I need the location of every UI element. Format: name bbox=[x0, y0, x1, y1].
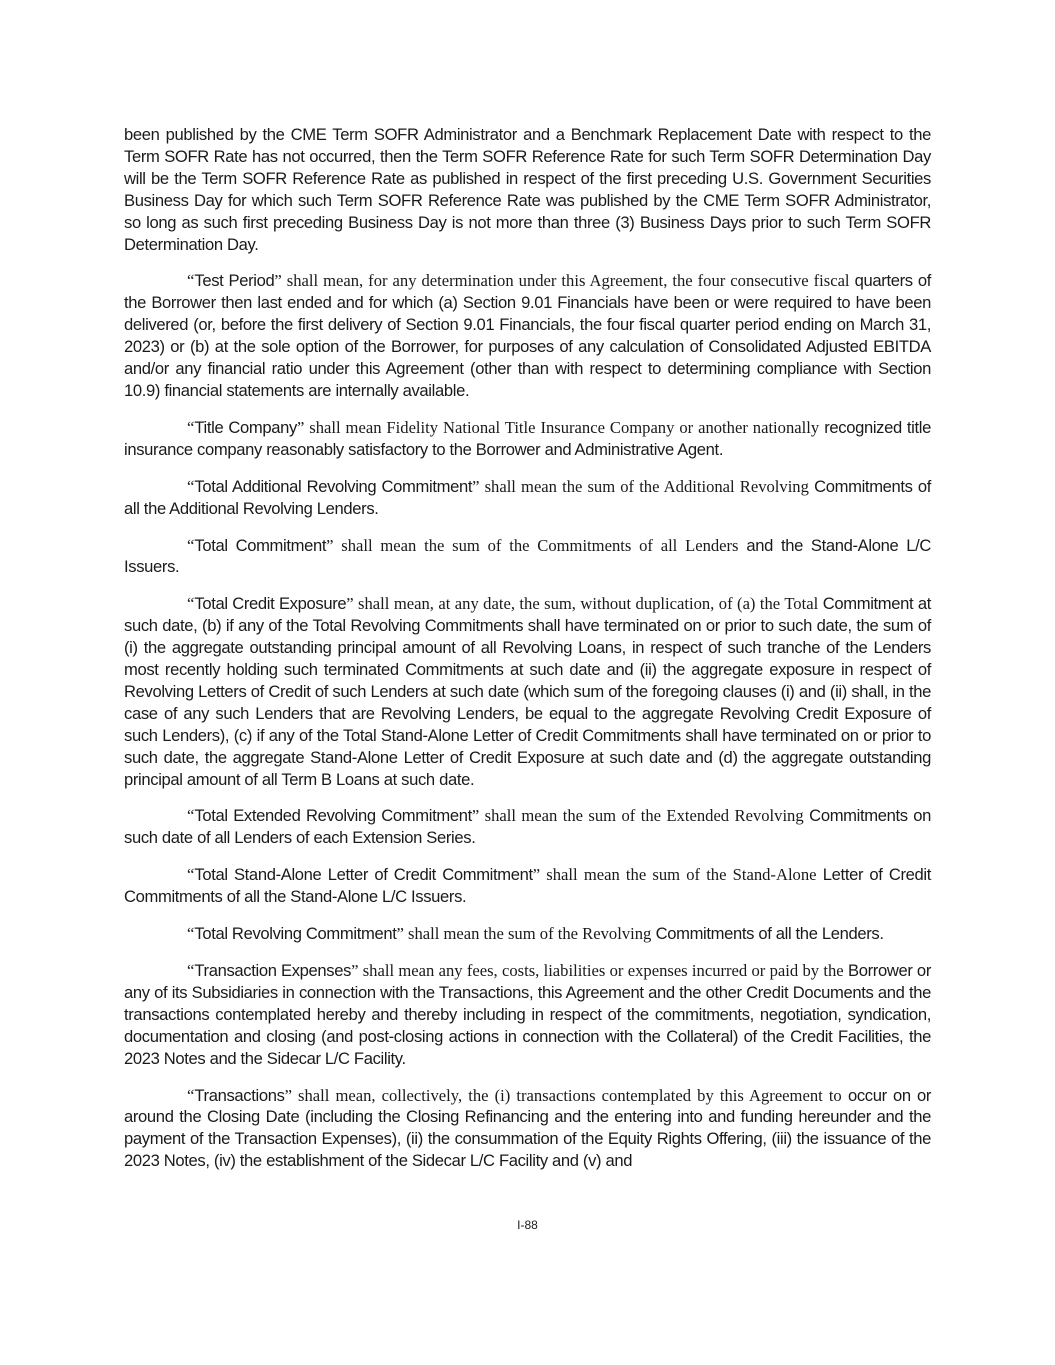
definition-total-additional-revolving-commitment: “Total Additional Revolving Commitment” shall mean the sum of the Additional Revolving Commitments of all the Additional Revolving Lenders. bbox=[124, 476, 931, 518]
definition-lead: ” shall mean Fidelity National Title Insurance Company or another nationally bbox=[296, 417, 820, 437]
definition-text: quarters of the Borrower then last ended and for which (a) Section 9.01 Financials have been or were required to have been delivered (or, before the first delivery of Section 9.01 Financials, the four fiscal quarter period ending on March 31, 2023) or (b) at the sole option of the Borrower, for purposes of any calculation of Consolidated Adjusted EBITDA and/or any financial ratio under this Agreement (other than with respect to determining compliance with Section 10.9) financial statements are internally available. bbox=[124, 271, 931, 400]
definition-text: Letter of Credit Commitments of all the Stand-Alone L/C Issuers. bbox=[124, 865, 932, 907]
defined-term: Total Additional Revolving Commitment bbox=[194, 476, 473, 496]
defined-term: Total Stand-Alone Letter of Credit Commitment bbox=[194, 865, 533, 885]
paragraph-text: been published by the CME Term SOFR Administrator and a Benchmark Replacement Date with respect to the Term SOFR Rate has not occurred, then the Term SOFR Reference Rate for such Term SOFR Determination Day will be the Term SOFR Reference Rate as published in respect of the first preceding U.S. Government Securities Business Day for which such Term SOFR Reference Rate was published by the CME Term SOFR Administrator, so long as such first preceding Business Day is not more than three (3) Business Days prior to such Term SOFR Determination Day. bbox=[124, 125, 931, 254]
definition-lead: ” shall mean, collectively, the (i) transactions contemplated by this Agreement to bbox=[284, 1085, 842, 1105]
defined-term: Total Credit Exposure bbox=[194, 594, 347, 614]
page-number: I-88 bbox=[517, 1218, 538, 1232]
definition-lead: ” shall mean the sum of the Extended Revolving bbox=[471, 806, 804, 826]
definition-total-credit-exposure: “Total Credit Exposure” shall mean, at any date, the sum, without duplication, of (a) the Total Commitment at such date, (b) if any of the Total Revolving Commitments shall have terminated on or prior to such date, the sum of (i) the aggregate outstanding principal amount of all Revolving Loans, in respect of such tranche of the Lenders most recently holding such terminated Commitments at such date and (ii) the aggregate exposure in respect of Revolving Letters of Credit of such Lenders at such date (which sum of the foregoing clauses (i) and (ii) shall, in the case of any such Lenders that are Revolving Lenders, be equal to the aggregate Revolving Credit Exposure of such Lenders), (c) if any of the Total Stand-Alone Letter of Credit Commitments shall have terminated on or prior to such date, the aggregate Stand-Alone Letter of Credit Exposure at such date and (d) the aggregate outstanding principal amount of all Term B Loans at such date. bbox=[124, 594, 931, 789]
defined-term: Total Commitment bbox=[194, 535, 327, 555]
definition-text: Commitment at such date, (b) if any of the Total Revolving Commitments shall have terminated on or prior to such date, the sum of (i) the aggregate outstanding principal amount of all Revolving Loans, in respect of such tranche of the Lenders most recently holding such terminated Commitments at such date and (ii) the aggregate exposure in respect of Revolving Letters of Credit of such Lenders at such date (which sum of the foregoing clauses (i) and (ii) shall, in the case of any such Lenders that are Revolving Lenders, be equal to the aggregate Revolving Credit Exposure of such Lenders), (c) if any of the Total Stand-Alone Letter of Credit Commitments shall have terminated on or prior to such date, the aggregate Stand-Alone Letter of Credit Exposure at such date and (d) the aggregate outstanding principal amount of all Term B Loans at such date. bbox=[124, 594, 931, 789]
definition-lead: ” shall mean any fees, costs, liabilities or expenses incurred or paid by the bbox=[351, 961, 844, 980]
document-body bbox=[124, 124, 931, 1187]
definition-transactions: “Transactions” shall mean, collectively, the (i) transactions contemplated by this Agreement to occur on or around the Closing Date (including the Closing Refinancing and the entering into and funding hereunder and the payment of the Transaction Expenses), (ii) the consummation of the Equity Rights Offering, (iii) the issuance of the 2023 Notes, (iv) the establishment of the Sidecar L/C Facility and (v) and bbox=[124, 1085, 931, 1171]
definition-lead: ” shall mean, at any date, the sum, without duplication, of (a) the Total bbox=[346, 594, 819, 614]
definition-text: Borrower or any of its Subsidiaries in connection with the Transactions, this Agreement and the other Credit Documents and the transactions contemplated hereby and thereby including in respect of the commitments, negotiation, syndication, documentation and closing (and post-closing actions in connection with the Collateral) of the Credit Facilities, the 2023 Notes and the Sidecar L/C Facility. bbox=[124, 961, 931, 1068]
definition-transaction-expenses: “Transaction Expenses” shall mean any fees, costs, liabilities or expenses incurred or paid by the Borrower or any of its Subsidiaries in connection with the Transactions, this Agreement and the other Credit Documents and the transactions contemplated hereby and thereby including in respect of the commitments, negotiation, syndication, documentation and closing (and post-closing actions in connection with the Collateral) of the Credit Facilities, the 2023 Notes and the Sidecar L/C Facility. bbox=[124, 961, 931, 1068]
defined-term: Test Period bbox=[194, 271, 275, 291]
continuation-paragraph bbox=[124, 124, 931, 255]
definition-lead: ” shall mean, for any determination under this Agreement, the four consecutive fiscal bbox=[274, 271, 850, 291]
defined-term: Transaction Expenses bbox=[194, 961, 352, 980]
defined-term: Transactions bbox=[194, 1085, 285, 1105]
definition-test-period: “Test Period” shall mean, for any determination under this Agreement, the four consecutive fiscal quarters of the Borrower then last ended and for which (a) Section 9.01 Financials have been or were required to have been delivered (or, before the first delivery of Section 9.01 Financials, the four fiscal quarter period ending on March 31, 2023) or (b) at the sole option of the Borrower, for purposes of any calculation of Consolidated Adjusted EBITDA and/or any financial ratio under this Agreement (other than with respect to determining compliance with Section 10.9) financial statements are internally available. bbox=[124, 271, 931, 400]
definition-text: occur on or around the Closing Date (including the Closing Refinancing and the entering into and funding hereunder and the payment of the Transaction Expenses), (ii) the consummation of the Equity Rights Offering, (iii) the issuance of the 2023 Notes, (iv) the establishment of the Sidecar L/C Facility and (v) and bbox=[124, 1085, 931, 1171]
definition-total-revolving-commitment: “Total Revolving Commitment” shall mean the sum of the Revolving Commitments of all the Lenders. bbox=[187, 924, 884, 944]
definition-text: Commitments on such date of all Lenders of each Extension Series. bbox=[124, 806, 931, 848]
definition-title-company: “Title Company” shall mean Fidelity National Title Insurance Company or another nationally recognized title insurance company reasonably satisfactory to the Borrower and Administrative Agent. bbox=[124, 417, 931, 459]
defined-term: Total Revolving Commitment bbox=[194, 924, 397, 944]
defined-term: Title Company bbox=[194, 417, 297, 437]
definition-text: and the Stand-Alone L/C Issuers. bbox=[124, 535, 932, 577]
definition-total-stand-alone-letter-of-credit-commitment: “Total Stand-Alone Letter of Credit Commitment” shall mean the sum of the Stand-Alone Letter of Credit Commitments of all the Stand-Alone L/C Issuers. bbox=[124, 865, 932, 907]
definition-lead: ” shall mean the sum of the Commitments of all Lenders bbox=[326, 535, 739, 555]
definition-text: Commitments of all the Additional Revolving Lenders. bbox=[124, 476, 931, 518]
definition-total-extended-revolving-commitment: “Total Extended Revolving Commitment” shall mean the sum of the Extended Revolving Commitments on such date of all Lenders of each Extension Series. bbox=[124, 806, 931, 848]
definition-total-commitment: “Total Commitment” shall mean the sum of the Commitments of all Lenders and the Stand-Alone L/C Issuers. bbox=[124, 535, 932, 577]
definition-text: Commitments of all the Lenders. bbox=[651, 924, 884, 944]
definition-lead: ” shall mean the sum of the Revolving bbox=[396, 924, 652, 944]
definition-lead: ” shall mean the sum of the Stand-Alone bbox=[532, 865, 817, 885]
definition-text: recognized title insurance company reasonably satisfactory to the Borrower and Administrative Agent. bbox=[124, 417, 931, 459]
definition-lead: ” shall mean the sum of the Additional Revolving bbox=[472, 476, 809, 496]
defined-term: Total Extended Revolving Commitment bbox=[194, 806, 472, 826]
